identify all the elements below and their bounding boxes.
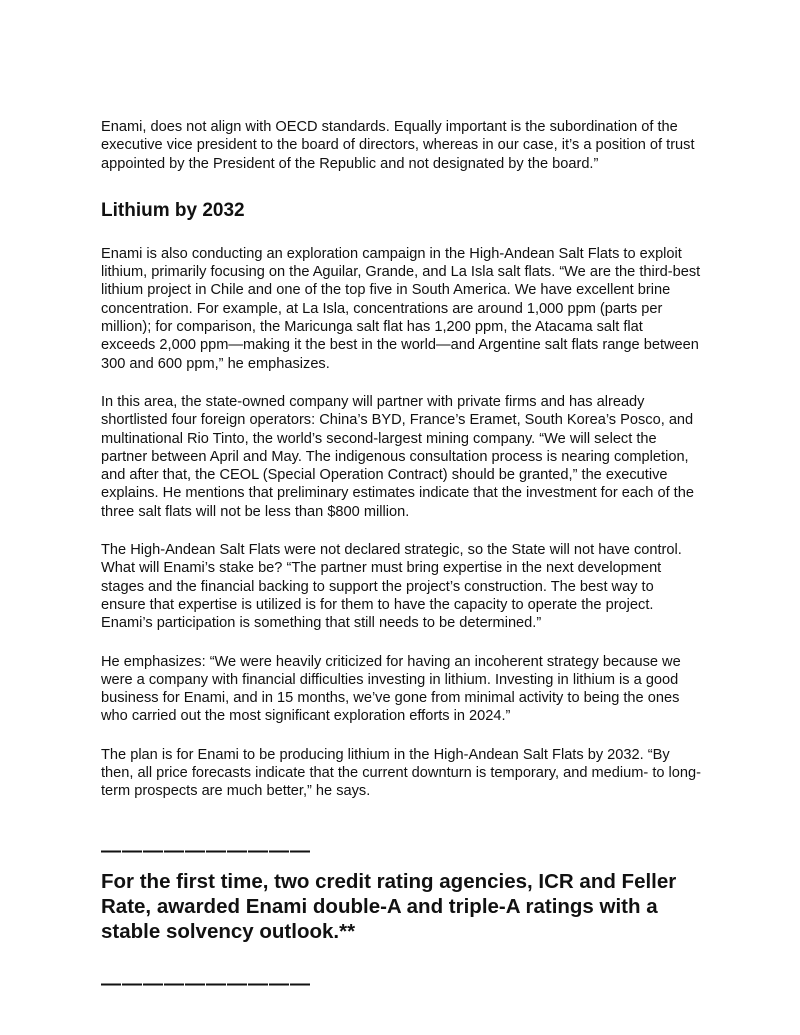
- paragraph-strategy: He emphasizes: “We were heavily criticized for having an incoherent strategy because we were a company with financial difficulties investing in lithium. Investing in lithium is a good business for Enami, and in 15 months, we’ve gone from minimal activity to being the ones who carried out the most significant exploration efforts in 2024.”: [101, 653, 681, 725]
- paragraph-partners: In this area, the state-owned company will partner with private firms and has already shortlisted four foreign operators: China’s BYD, France’s Eramet, South Korea’s Posco, and multinational Rio Tinto, the world’s second-largest mining company. “We will select the partner between April and May. The indigenous consultation process is nearing completion, and after that, the CEOL (Special Operation Contract) should be granted,” the executive explains. He mentions that preliminary estimates indicate that the investment for each of the three salt flats will not be less than $800 million.: [101, 393, 694, 520]
- section-heading: Lithium by 2032: [101, 199, 245, 221]
- divider-bottom: ——————————: [101, 972, 311, 995]
- document-page: [101, 118, 701, 994]
- pull-quote: For the first time, two credit rating agencies, ICR and Feller Rate, awarded Enami double-A and triple-A ratings with a stable solvency outlook.**: [101, 869, 677, 943]
- paragraph-intro: Enami, does not align with OECD standards. Equally important is the subordination of the executive vice president to the board of directors, whereas in our case, it’s a position of trust appointed by the President of the Republic and not designated by the board.”: [101, 119, 695, 172]
- paragraph-plan: The plan is for Enami to be producing lithium in the High-Andean Salt Flats by 2032. “By then, all price forecasts indicate that the current downturn is temporary, and medium- to long-term prospects are much better,” he says.: [101, 746, 701, 800]
- divider-top: ——————————: [101, 839, 311, 862]
- paragraph-exploration: Enami is also conducting an exploration campaign in the High-Andean Salt Flats to exploit lithium, primarily focusing on the Aguilar, Grande, and La Isla salt flats. “We are the third-best lithium project in Chile and one of the top five in South America. We have excellent brine concentration. For example, at La Isla, concentrations are around 1,000 ppm (parts per million); for comparison, the Maricunga salt flat has 1,200 ppm, the Atacama salt flat exceeds 2,000 ppm—making it the best in the world—and Argentine salt flats range between 300 and 600 ppm,” he emphasizes.: [101, 245, 701, 372]
- paragraph-stake: The High-Andean Salt Flats were not declared strategic, so the State will not have control. What will Enami’s stake be? “The partner must bring expertise in the next development stages and the financial backing to support the project’s construction. The best way to ensure that expertise is utilized is for them to have the capacity to operate the project. Enami’s participation is something that still needs to be determined.”: [101, 542, 682, 632]
